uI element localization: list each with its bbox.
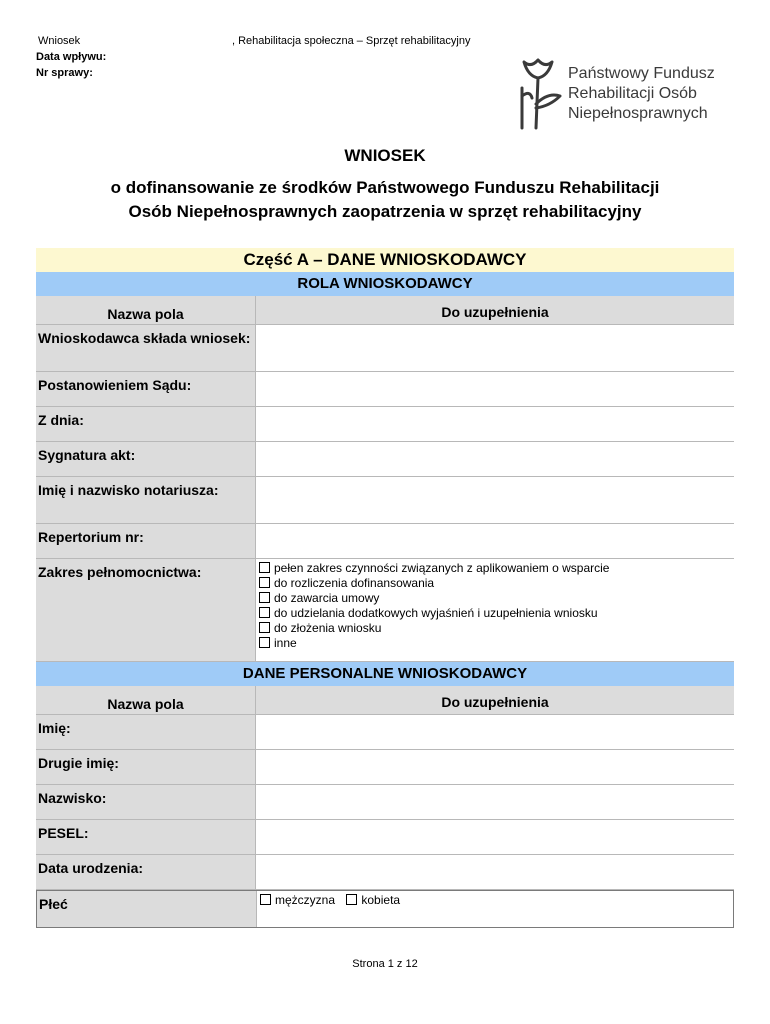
row-label-court-decision: Postanowieniem Sądu:	[36, 372, 256, 406]
row-label-birth-date: Data urodzenia:	[36, 855, 256, 889]
subtitle-line-2: Osób Niepełnosprawnych zaopatrzenia w sprzęt rehabilitacyjny	[128, 202, 642, 221]
form-code-label: Wniosek	[38, 35, 81, 47]
col-header-fill: Do uzupełnienia	[256, 686, 734, 714]
scope-option-label: do rozliczenia dofinansowania	[274, 576, 435, 590]
table-row	[36, 477, 734, 524]
field-notary-name[interactable]	[256, 477, 734, 523]
scope-option-label: do złożenia wniosku	[274, 621, 382, 635]
scope-option-label: inne	[274, 636, 297, 650]
gender-option-label: mężczyzna	[275, 893, 336, 907]
scope-option[interactable]	[259, 591, 731, 606]
row-label-notary-name: Imię i nazwisko notariusza:	[36, 477, 256, 523]
table-row	[36, 442, 734, 477]
logo-line-3: Niepełnosprawnych	[568, 105, 708, 122]
row-label-pesel: PESEL:	[36, 820, 256, 854]
table-row	[36, 372, 734, 407]
gender-option-male[interactable]	[260, 893, 335, 908]
date-received-label: Data wpływu:	[36, 51, 107, 63]
logo-line-1: Państwowy Fundusz	[568, 65, 715, 82]
table-row	[36, 855, 734, 890]
scope-option[interactable]	[259, 561, 731, 576]
field-surname[interactable]	[256, 785, 734, 819]
row-label-second-name: Drugie imię:	[36, 750, 256, 784]
row-label-case-signature: Sygnatura akt:	[36, 442, 256, 476]
personal-column-headers	[36, 686, 734, 715]
checkbox-icon[interactable]	[259, 592, 270, 603]
part-a-header: Część A – DANE WNIOSKODAWCY	[36, 248, 734, 272]
table-row	[36, 559, 734, 662]
checkbox-icon[interactable]	[259, 577, 270, 588]
checkbox-icon[interactable]	[259, 622, 270, 633]
field-case-signature[interactable]	[256, 442, 734, 476]
row-label-gender: Płeć	[37, 891, 257, 927]
checkbox-icon[interactable]	[346, 894, 357, 905]
scope-option-label: do zawarcia umowy	[274, 591, 380, 605]
table-row	[36, 750, 734, 785]
row-label-surname: Nazwisko:	[36, 785, 256, 819]
logo-line-2: Rehabilitacji Osób	[568, 85, 697, 102]
case-number-label: Nr sprawy:	[36, 67, 93, 79]
scope-option[interactable]	[259, 576, 731, 591]
scope-option[interactable]	[259, 621, 731, 636]
scope-options	[256, 559, 734, 661]
scope-option-label: do udzielania dodatkowych wyjaśnień i uzupełnienia wniosku	[274, 606, 598, 620]
checkbox-icon[interactable]	[259, 637, 270, 648]
table-row	[36, 407, 734, 442]
field-date[interactable]	[256, 407, 734, 441]
col-header-name: Nazwa pola	[36, 686, 256, 714]
row-label-first-name: Imię:	[36, 715, 256, 749]
scope-option-label: pełen zakres czynności związanych z aplikowaniem o wsparcie	[274, 561, 610, 575]
col-header-fill: Do uzupełnienia	[256, 296, 734, 324]
application-form	[36, 248, 734, 928]
table-row	[36, 820, 734, 855]
checkbox-icon[interactable]	[259, 607, 270, 618]
subtitle-line-1: o dofinansowanie ze środków Państwowego Funduszu Rehabilitacji	[110, 178, 660, 197]
field-court-decision[interactable]	[256, 372, 734, 406]
pfron-logo	[514, 48, 744, 134]
table-row	[36, 715, 734, 750]
checkbox-icon[interactable]	[259, 562, 270, 573]
col-header-name: Nazwa pola	[36, 296, 256, 324]
table-row	[36, 524, 734, 559]
field-repertory[interactable]	[256, 524, 734, 558]
scope-option[interactable]	[259, 636, 731, 651]
row-label-applicant-submits: Wnioskodawca składa wniosek:	[36, 325, 256, 371]
table-row	[36, 890, 734, 928]
gender-option-label: kobieta	[361, 893, 401, 907]
program-label: , Rehabilitacja społeczna – Sprzęt rehabilitacyjny	[232, 35, 471, 47]
tulip-logo-icon	[514, 52, 566, 134]
field-pesel[interactable]	[256, 820, 734, 854]
scope-option[interactable]	[259, 606, 731, 621]
field-birth-date[interactable]	[256, 855, 734, 889]
row-label-repertory: Repertorium nr:	[36, 524, 256, 558]
role-column-headers	[36, 296, 734, 325]
field-second-name[interactable]	[256, 750, 734, 784]
role-section-header: ROLA WNIOSKODAWCY	[36, 272, 734, 296]
row-label-power-of-attorney-scope: Zakres pełnomocnictwa:	[36, 559, 256, 661]
table-row	[36, 785, 734, 820]
gender-option-female[interactable]	[346, 893, 400, 908]
document-subtitle	[0, 176, 770, 224]
document-title: WNIOSEK	[344, 146, 426, 165]
personal-section-header: DANE PERSONALNE WNIOSKODAWCY	[36, 662, 734, 686]
field-applicant-submits[interactable]	[256, 325, 734, 371]
row-label-date: Z dnia:	[36, 407, 256, 441]
checkbox-icon[interactable]	[260, 894, 271, 905]
gender-options	[257, 891, 733, 927]
field-first-name[interactable]	[256, 715, 734, 749]
table-row	[36, 325, 734, 372]
page-number: Strona 1 z 12	[352, 958, 418, 970]
